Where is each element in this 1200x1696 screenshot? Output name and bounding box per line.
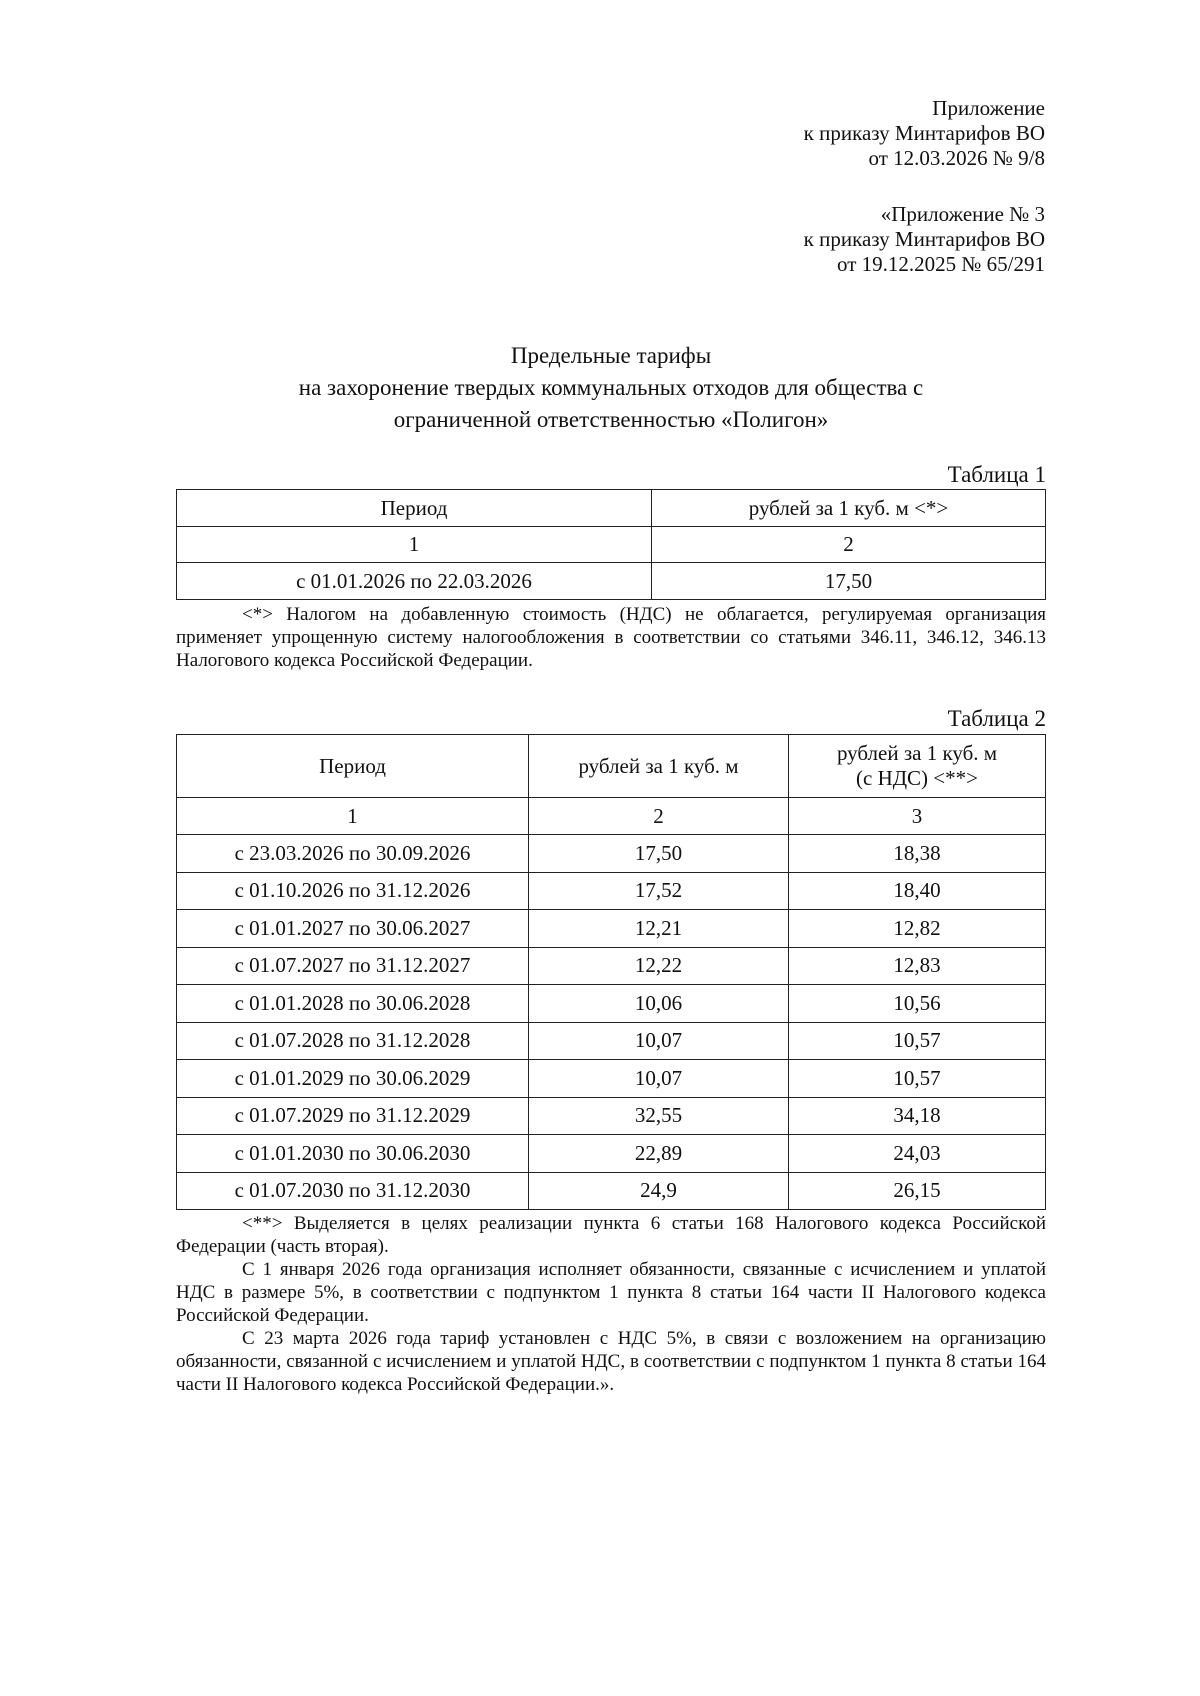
period-cell: с 01.01.2027 по 30.06.2027	[177, 910, 529, 948]
header-line: к приказу Минтарифов ВО	[803, 121, 1045, 145]
tariff-table-2	[176, 734, 1046, 1210]
footnote-text: <**> Выделяется в целях реализации пункта 6 статьи 168 Налогового кодекса Российской Федерации (часть вторая).	[176, 1213, 1046, 1257]
period-cell: с 01.07.2029 по 31.12.2029	[177, 1097, 529, 1135]
tariff-vat-cell: 24,03	[789, 1135, 1046, 1173]
table-row	[177, 872, 1046, 910]
tariff-vat-cell: 12,82	[789, 910, 1046, 948]
period-cell: с 01.01.2026 по 22.03.2026	[177, 563, 652, 600]
table-header: Период	[177, 735, 529, 798]
tariff-cell: 17,52	[529, 872, 789, 910]
tariff-cell: 10,06	[529, 985, 789, 1023]
tariff-vat-cell: 10,57	[789, 1060, 1046, 1098]
table-row	[177, 1172, 1046, 1210]
footnotes-2	[176, 1212, 1046, 1396]
table1-label: Таблица 1	[947, 462, 1046, 487]
period-cell: с 01.07.2028 по 31.12.2028	[177, 1022, 529, 1060]
tariff-vat-cell: 26,15	[789, 1172, 1046, 1210]
tariff-cell: 17,50	[652, 563, 1046, 600]
tariff-vat-cell: 34,18	[789, 1097, 1046, 1135]
tariff-cell: 10,07	[529, 1022, 789, 1060]
footnote-text: С 23 марта 2026 года тариф установлен с НДС 5%, в связи с возложением на организацию обязанности, связанной с исчислением и уплатой НДС, в соответствии с подпунктом 1 пункта 8 статьи 164 части II Налогового кодекса Российской Федерации.».	[176, 1328, 1046, 1395]
table-row	[177, 1135, 1046, 1173]
table-row	[177, 947, 1046, 985]
table-row	[177, 1060, 1046, 1098]
header-line: к приказу Минтарифов ВО	[803, 227, 1045, 251]
tariff-cell: 32,55	[529, 1097, 789, 1135]
tariff-cell: 24,9	[529, 1172, 789, 1210]
tariff-table-1	[176, 489, 1046, 600]
header-line: рублей за 1 куб. м	[836, 741, 998, 765]
tariff-cell: 17,50	[529, 835, 789, 873]
period-cell: с 23.03.2026 по 30.09.2026	[177, 835, 529, 873]
table-header: рублей за 1 куб. м	[529, 735, 789, 798]
title-line: Предельные тарифы	[510, 343, 712, 368]
appendix-header-quoted	[804, 202, 1045, 277]
table2-label: Таблица 2	[947, 706, 1046, 731]
table-row	[177, 1097, 1046, 1135]
tariff-vat-cell: 18,38	[789, 835, 1046, 873]
tariff-vat-cell: 10,56	[789, 985, 1046, 1023]
header-line: от 19.12.2025 № 65/291	[836, 252, 1045, 276]
period-cell: с 01.01.2029 по 30.06.2029	[177, 1060, 529, 1098]
table-row	[177, 985, 1046, 1023]
header-line: Приложение	[932, 96, 1045, 120]
title-line: на захоронение твердых коммунальных отходов для общества с	[298, 375, 924, 400]
period-cell: с 01.07.2030 по 31.12.2030	[177, 1172, 529, 1210]
table-row	[177, 1022, 1046, 1060]
tariff-vat-cell: 10,57	[789, 1022, 1046, 1060]
column-number: 1	[177, 798, 529, 835]
tariff-cell: 10,07	[529, 1060, 789, 1098]
footnote-text: <*> Налогом на добавленную стоимость (НДС) не облагается, регулируемая организация применяет упрощенную систему налогообложения в соответствии со статьями 346.11, 346.12, 346.13 Налогового кодекса Российской Федерации.	[176, 604, 1046, 671]
table-header: рублей за 1 куб. м <*>	[652, 490, 1046, 527]
footnote-1	[176, 603, 1046, 672]
header-line: от 12.03.2026 № 9/8	[868, 146, 1045, 170]
header-line: (с НДС) <**>	[856, 766, 978, 790]
column-number: 1	[177, 527, 652, 563]
document-title	[0, 340, 1200, 436]
column-number: 2	[529, 798, 789, 835]
table-row	[177, 835, 1046, 873]
tariff-cell: 22,89	[529, 1135, 789, 1173]
tariff-cell: 12,21	[529, 910, 789, 948]
tariff-cell: 12,22	[529, 947, 789, 985]
table-row	[177, 910, 1046, 948]
period-cell: с 01.07.2027 по 31.12.2027	[177, 947, 529, 985]
table-row	[177, 563, 1046, 600]
tariff-vat-cell: 18,40	[789, 872, 1046, 910]
column-number: 3	[789, 798, 1046, 835]
footnote-text: С 1 января 2026 года организация исполняет обязанности, связанные с исчислением и уплатой НДС в размере 5%, в соответствии с подпунктом 1 пункта 8 статьи 164 части II Налогового кодекса Российской Федерации.	[176, 1259, 1046, 1326]
appendix-header	[804, 96, 1045, 171]
table-header	[789, 735, 1046, 798]
period-cell: с 01.10.2026 по 31.12.2026	[177, 872, 529, 910]
title-line: ограниченной ответственностью «Полигон»	[393, 407, 829, 432]
period-cell: с 01.01.2030 по 30.06.2030	[177, 1135, 529, 1173]
column-number: 2	[652, 527, 1046, 563]
period-cell: с 01.01.2028 по 30.06.2028	[177, 985, 529, 1023]
header-line: «Приложение № 3	[880, 202, 1045, 226]
tariff-vat-cell: 12,83	[789, 947, 1046, 985]
table-header: Период	[177, 490, 652, 527]
